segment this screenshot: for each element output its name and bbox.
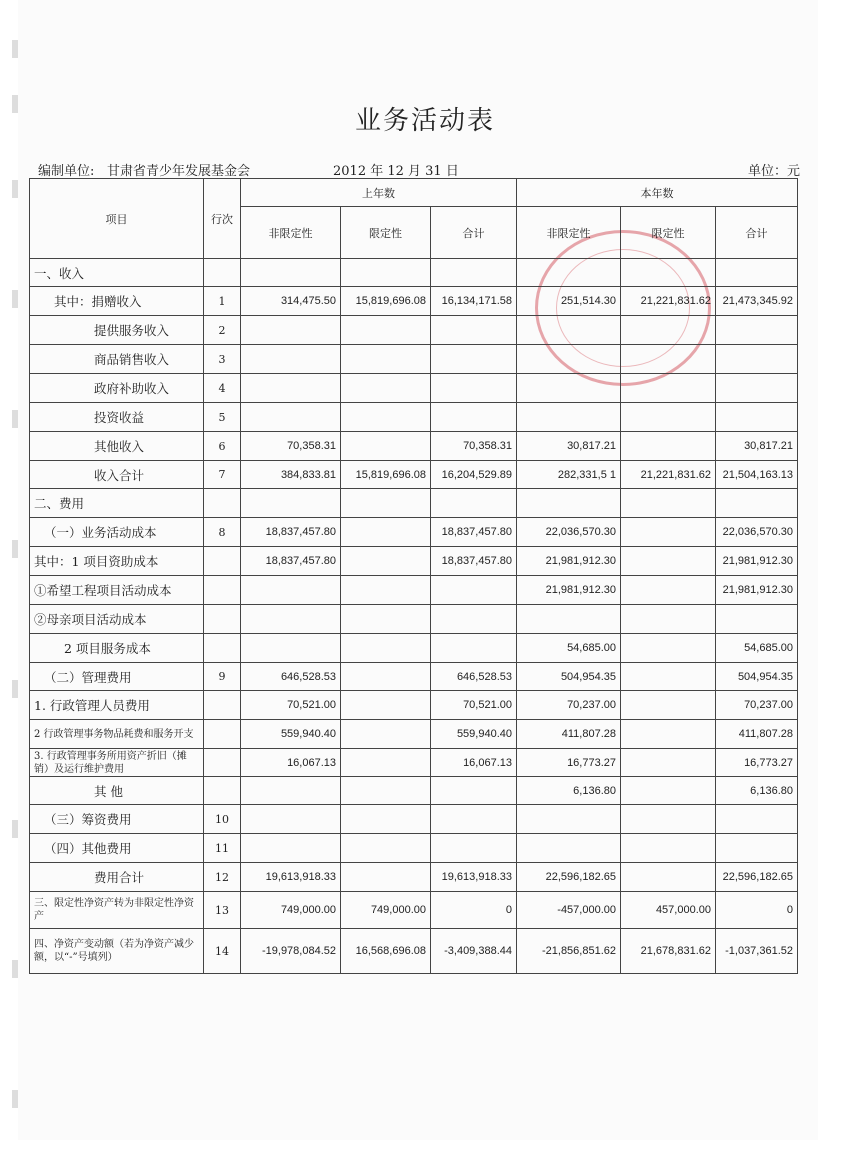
row-number-cell bbox=[204, 720, 241, 749]
value-cell: 504,954.35 bbox=[517, 663, 621, 691]
value-cell bbox=[341, 518, 431, 547]
item-cell: 其 他 bbox=[30, 777, 204, 805]
value-cell bbox=[341, 316, 431, 345]
value-cell: 22,596,182.65 bbox=[517, 863, 621, 892]
table-row bbox=[30, 777, 798, 805]
row-number-cell bbox=[204, 576, 241, 605]
value-cell bbox=[621, 547, 716, 576]
item-cell: 二、费用 bbox=[30, 489, 204, 518]
value-cell bbox=[341, 834, 431, 863]
value-cell: 646,528.53 bbox=[431, 663, 517, 691]
value-cell: 21,981,912.30 bbox=[517, 576, 621, 605]
value-cell bbox=[241, 345, 341, 374]
item-cell: 提供服务收入 bbox=[30, 316, 204, 345]
currency-unit: 单位：元 bbox=[748, 164, 801, 179]
value-cell bbox=[241, 316, 341, 345]
table-row bbox=[30, 691, 798, 720]
value-cell: 16,067.13 bbox=[431, 749, 517, 777]
table-row bbox=[30, 805, 798, 834]
table-row bbox=[30, 461, 798, 489]
table-row bbox=[30, 929, 798, 974]
header-col: 限定性 bbox=[341, 207, 431, 259]
value-cell: -1,037,361.52 bbox=[716, 929, 798, 974]
table-row bbox=[30, 663, 798, 691]
value-cell bbox=[716, 834, 798, 863]
value-cell bbox=[431, 403, 517, 432]
table-row bbox=[30, 489, 798, 518]
header-col: 合计 bbox=[716, 207, 798, 259]
table-row bbox=[30, 749, 798, 777]
value-cell bbox=[517, 259, 621, 287]
row-number-cell: 7 bbox=[204, 461, 241, 489]
value-cell bbox=[431, 259, 517, 287]
value-cell bbox=[341, 345, 431, 374]
value-cell bbox=[621, 259, 716, 287]
item-cell: 收入合计 bbox=[30, 461, 204, 489]
value-cell bbox=[621, 374, 716, 403]
table-row bbox=[30, 576, 798, 605]
value-cell bbox=[431, 316, 517, 345]
value-cell bbox=[341, 805, 431, 834]
item-cell: （一）业务活动成本 bbox=[30, 518, 204, 547]
value-cell bbox=[431, 605, 517, 634]
value-cell: 504,954.35 bbox=[716, 663, 798, 691]
value-cell bbox=[621, 749, 716, 777]
value-cell: -21,856,851.62 bbox=[517, 929, 621, 974]
value-cell bbox=[341, 863, 431, 892]
value-cell: 21,981,912.30 bbox=[517, 547, 621, 576]
activity-table bbox=[29, 178, 798, 974]
value-cell: 559,940.40 bbox=[431, 720, 517, 749]
value-cell bbox=[517, 805, 621, 834]
value-cell: 314,475.50 bbox=[241, 287, 341, 316]
value-cell: 251,514.30 bbox=[517, 287, 621, 316]
value-cell: 16,568,696.08 bbox=[341, 929, 431, 974]
value-cell bbox=[517, 489, 621, 518]
value-cell bbox=[241, 834, 341, 863]
value-cell: 21,221,831.62 bbox=[621, 461, 716, 489]
value-cell: 384,833.81 bbox=[241, 461, 341, 489]
value-cell: 54,685.00 bbox=[517, 634, 621, 663]
value-cell: 70,358.31 bbox=[241, 432, 341, 461]
value-cell bbox=[621, 720, 716, 749]
value-cell bbox=[341, 374, 431, 403]
table-row bbox=[30, 863, 798, 892]
value-cell bbox=[341, 489, 431, 518]
value-cell: 22,036,570.30 bbox=[716, 518, 798, 547]
row-number-cell: 4 bbox=[204, 374, 241, 403]
row-number-cell bbox=[204, 777, 241, 805]
value-cell: 70,237.00 bbox=[716, 691, 798, 720]
value-cell: 411,807.28 bbox=[517, 720, 621, 749]
value-cell bbox=[431, 634, 517, 663]
value-cell bbox=[621, 634, 716, 663]
value-cell bbox=[241, 605, 341, 634]
row-number-cell: 1 bbox=[204, 287, 241, 316]
value-cell: 22,036,570.30 bbox=[517, 518, 621, 547]
table-body bbox=[30, 259, 798, 974]
value-cell bbox=[517, 374, 621, 403]
row-number-cell bbox=[204, 605, 241, 634]
value-cell bbox=[241, 634, 341, 663]
header-col: 限定性 bbox=[621, 207, 716, 259]
header-prev-year: 上年数 bbox=[241, 179, 517, 207]
value-cell bbox=[716, 805, 798, 834]
value-cell bbox=[621, 863, 716, 892]
value-cell: 15,819,696.08 bbox=[341, 287, 431, 316]
document-title: 业务活动表 bbox=[354, 106, 495, 136]
item-cell: ②母亲项目活动成本 bbox=[30, 605, 204, 634]
value-cell: 559,940.40 bbox=[241, 720, 341, 749]
value-cell: 70,358.31 bbox=[431, 432, 517, 461]
item-cell: 1. 行政管理人员费用 bbox=[30, 691, 204, 720]
value-cell bbox=[517, 834, 621, 863]
value-cell: -3,409,388.44 bbox=[431, 929, 517, 974]
value-cell bbox=[431, 777, 517, 805]
value-cell bbox=[241, 403, 341, 432]
value-cell: 646,528.53 bbox=[241, 663, 341, 691]
value-cell bbox=[241, 259, 341, 287]
value-cell bbox=[517, 403, 621, 432]
item-cell: （三）筹资费用 bbox=[30, 805, 204, 834]
table-row bbox=[30, 892, 798, 929]
value-cell bbox=[341, 432, 431, 461]
value-cell: 18,837,457.80 bbox=[241, 547, 341, 576]
value-cell: 16,204,529.89 bbox=[431, 461, 517, 489]
value-cell: -457,000.00 bbox=[517, 892, 621, 929]
value-cell bbox=[621, 489, 716, 518]
header-curr-year: 本年数 bbox=[517, 179, 798, 207]
value-cell: 21,221,831.62 bbox=[621, 287, 716, 316]
value-cell bbox=[621, 605, 716, 634]
row-number-cell bbox=[204, 749, 241, 777]
value-cell: 749,000.00 bbox=[341, 892, 431, 929]
table-row bbox=[30, 403, 798, 432]
item-cell: 其中：捐赠收入 bbox=[30, 287, 204, 316]
value-cell bbox=[241, 805, 341, 834]
row-number-cell bbox=[204, 547, 241, 576]
row-number-cell: 14 bbox=[204, 929, 241, 974]
item-cell: 四、净资产变动额（若为净资产减少额，以“-”号填列） bbox=[30, 929, 204, 974]
item-cell: 其他收入 bbox=[30, 432, 204, 461]
item-cell: 3. 行政管理事务所用资产折旧（摊销）及运行维护费用 bbox=[30, 749, 204, 777]
value-cell bbox=[341, 749, 431, 777]
unit-name: 甘肃省青少年发展基金会 bbox=[107, 164, 251, 179]
value-cell bbox=[716, 345, 798, 374]
value-cell bbox=[341, 547, 431, 576]
value-cell bbox=[341, 634, 431, 663]
report-date: 2012 年 12 月 31 日 bbox=[333, 164, 459, 179]
value-cell: 22,596,182.65 bbox=[716, 863, 798, 892]
value-cell bbox=[716, 316, 798, 345]
value-cell: 6,136.80 bbox=[716, 777, 798, 805]
value-cell: 54,685.00 bbox=[716, 634, 798, 663]
value-cell bbox=[716, 605, 798, 634]
item-cell: （二）管理费用 bbox=[30, 663, 204, 691]
value-cell: 0 bbox=[716, 892, 798, 929]
value-cell bbox=[341, 691, 431, 720]
value-cell bbox=[431, 374, 517, 403]
value-cell bbox=[621, 834, 716, 863]
table-row bbox=[30, 345, 798, 374]
value-cell bbox=[341, 259, 431, 287]
value-cell bbox=[431, 345, 517, 374]
value-cell bbox=[621, 518, 716, 547]
item-cell: 一、收入 bbox=[30, 259, 204, 287]
value-cell: 15,819,696.08 bbox=[341, 461, 431, 489]
value-cell bbox=[241, 489, 341, 518]
value-cell: 21,473,345.92 bbox=[716, 287, 798, 316]
table-row bbox=[30, 259, 798, 287]
row-number-cell bbox=[204, 691, 241, 720]
value-cell bbox=[621, 777, 716, 805]
row-number-cell: 5 bbox=[204, 403, 241, 432]
value-cell bbox=[241, 576, 341, 605]
table-row bbox=[30, 720, 798, 749]
value-cell: 21,504,163.13 bbox=[716, 461, 798, 489]
table-row bbox=[30, 287, 798, 316]
value-cell bbox=[621, 432, 716, 461]
item-cell: （四）其他费用 bbox=[30, 834, 204, 863]
table-row bbox=[30, 547, 798, 576]
value-cell bbox=[341, 663, 431, 691]
header-row-no: 行次 bbox=[204, 179, 241, 259]
value-cell: 70,237.00 bbox=[517, 691, 621, 720]
row-number-cell bbox=[204, 634, 241, 663]
table-row bbox=[30, 374, 798, 403]
row-number-cell: 12 bbox=[204, 863, 241, 892]
value-cell bbox=[341, 576, 431, 605]
value-cell bbox=[621, 403, 716, 432]
value-cell: 457,000.00 bbox=[621, 892, 716, 929]
table-row bbox=[30, 316, 798, 345]
value-cell: 21,678,831.62 bbox=[621, 929, 716, 974]
header-col: 非限定性 bbox=[517, 207, 621, 259]
value-cell: 0 bbox=[431, 892, 517, 929]
row-number-cell: 13 bbox=[204, 892, 241, 929]
item-cell: 政府补助收入 bbox=[30, 374, 204, 403]
value-cell bbox=[431, 576, 517, 605]
value-cell bbox=[341, 777, 431, 805]
value-cell: 21,981,912.30 bbox=[716, 547, 798, 576]
row-number-cell: 6 bbox=[204, 432, 241, 461]
value-cell bbox=[241, 777, 341, 805]
value-cell: 6,136.80 bbox=[517, 777, 621, 805]
value-cell bbox=[517, 316, 621, 345]
item-cell: 2 行政管理事务物品耗费和服务开支 bbox=[30, 720, 204, 749]
item-cell: 2 项目服务成本 bbox=[30, 634, 204, 663]
value-cell bbox=[517, 605, 621, 634]
value-cell bbox=[621, 576, 716, 605]
value-cell: 16,134,171.58 bbox=[431, 287, 517, 316]
unit-label: 编制单位: bbox=[38, 164, 95, 179]
value-cell: -19,978,084.52 bbox=[241, 929, 341, 974]
value-cell: 18,837,457.80 bbox=[431, 518, 517, 547]
row-number-cell: 11 bbox=[204, 834, 241, 863]
page-margin bbox=[0, 0, 18, 1169]
value-cell bbox=[716, 259, 798, 287]
value-cell bbox=[621, 663, 716, 691]
table-row bbox=[30, 518, 798, 547]
row-number-cell: 10 bbox=[204, 805, 241, 834]
table-row bbox=[30, 605, 798, 634]
value-cell: 411,807.28 bbox=[716, 720, 798, 749]
value-cell: 30,817.21 bbox=[517, 432, 621, 461]
table-row bbox=[30, 432, 798, 461]
value-cell: 19,613,918.33 bbox=[241, 863, 341, 892]
value-cell bbox=[716, 489, 798, 518]
value-cell: 282,331,5 1 bbox=[517, 461, 621, 489]
item-cell: 费用合计 bbox=[30, 863, 204, 892]
value-cell: 21,981,912.30 bbox=[716, 576, 798, 605]
item-cell: 商品销售收入 bbox=[30, 345, 204, 374]
header-col: 合计 bbox=[431, 207, 517, 259]
value-cell: 749,000.00 bbox=[241, 892, 341, 929]
value-cell: 70,521.00 bbox=[431, 691, 517, 720]
header-item: 项目 bbox=[30, 179, 204, 259]
value-cell bbox=[431, 489, 517, 518]
value-cell bbox=[341, 720, 431, 749]
row-number-cell bbox=[204, 259, 241, 287]
value-cell bbox=[716, 403, 798, 432]
value-cell: 18,837,457.80 bbox=[241, 518, 341, 547]
value-cell: 16,773.27 bbox=[517, 749, 621, 777]
table-row bbox=[30, 834, 798, 863]
value-cell: 30,817.21 bbox=[716, 432, 798, 461]
value-cell bbox=[341, 403, 431, 432]
row-number-cell bbox=[204, 489, 241, 518]
item-cell: 其中：1 项目资助成本 bbox=[30, 547, 204, 576]
value-cell: 18,837,457.80 bbox=[431, 547, 517, 576]
value-cell bbox=[431, 805, 517, 834]
row-number-cell: 8 bbox=[204, 518, 241, 547]
value-cell bbox=[621, 345, 716, 374]
value-cell bbox=[341, 605, 431, 634]
header-col: 非限定性 bbox=[241, 207, 341, 259]
row-number-cell: 9 bbox=[204, 663, 241, 691]
value-cell bbox=[431, 834, 517, 863]
value-cell: 19,613,918.33 bbox=[431, 863, 517, 892]
value-cell bbox=[621, 316, 716, 345]
row-number-cell: 2 bbox=[204, 316, 241, 345]
value-cell: 70,521.00 bbox=[241, 691, 341, 720]
table-row bbox=[30, 634, 798, 663]
value-cell bbox=[241, 374, 341, 403]
value-cell bbox=[517, 345, 621, 374]
item-cell: 三、限定性净资产转为非限定性净资产 bbox=[30, 892, 204, 929]
value-cell bbox=[716, 374, 798, 403]
item-cell: 投资收益 bbox=[30, 403, 204, 432]
value-cell: 16,067.13 bbox=[241, 749, 341, 777]
item-cell: ①希望工程项目活动成本 bbox=[30, 576, 204, 605]
row-number-cell: 3 bbox=[204, 345, 241, 374]
value-cell: 16,773.27 bbox=[716, 749, 798, 777]
value-cell bbox=[621, 805, 716, 834]
value-cell bbox=[621, 691, 716, 720]
